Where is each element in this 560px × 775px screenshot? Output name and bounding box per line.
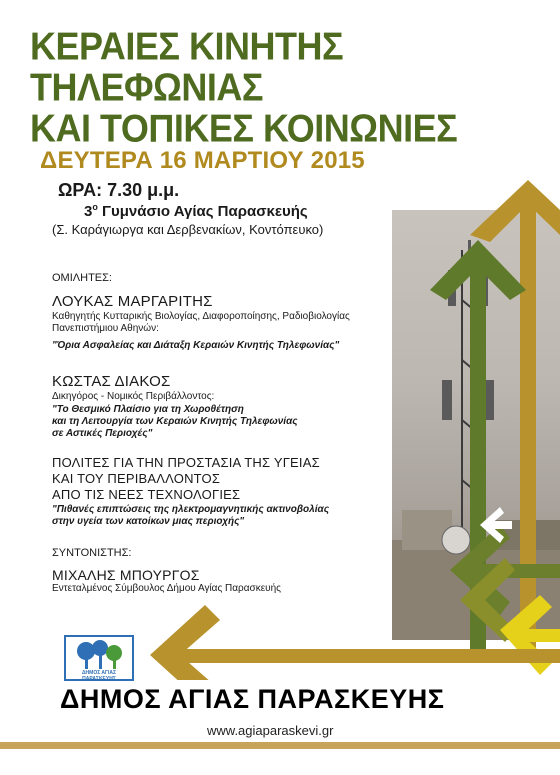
municipality-name: ΔΗΜΟΣ ΑΓΙΑΣ ΠΑΡΑΣΚΕΥΗΣ [60,684,445,714]
event-venue [84,202,308,220]
speaker-desc: Δικηγόρος - Νομικός Περιβάλλοντος: [52,391,215,402]
website-link[interactable]: www.agiaparaskevi.gr [207,723,334,738]
speaker-desc: Καθηγητής Κυτταρικής Βιολογίας, Διαφοροποίησης, Ραδιοβιολογίας [52,311,350,322]
speaker-name: ΑΠΟ ΤΙΣ ΝΕΕΣ ΤΕΧΝΟΛΟΓΙΕΣ [52,487,241,502]
coordinator-label: ΣΥΝΤΟΝΙΣΤΗΣ: [52,547,132,559]
event-time: ΩΡΑ: 7.30 μ.μ. [58,180,180,200]
speaker-talk: "Πιθανές επιπτώσεις της ηλεκτρομαγνητικής ακτινοβολίας [52,504,330,515]
speaker-1 [52,293,382,352]
coordinator-name: ΜΙΧΑΛΗΣ ΜΠΟΥΡΓΟΣ [52,567,200,583]
speaker-name: ΚΑΙ ΤΟΥ ΠΕΡΙΒΑΛΛΟΝΤΟΣ [52,471,221,486]
venue-name: Γυμνάσιο Αγίας Παρασκευής [97,203,308,220]
event-date: ΔΕΥΤΕΡΑ 16 ΜΑΡΤΙΟΥ 2015 [40,147,365,174]
speaker-2 [52,373,382,440]
speaker-desc: Πανεπιστήμιου Αθηνών: [52,323,159,334]
speaker-3 [52,455,382,528]
coordinator [52,567,372,595]
coordinator-desc: Εντεταλμένος Σύμβουλος Δήμου Αγίας Παρασκευής [52,583,281,594]
event-address: (Σ. Καράγιωργα και Δερβενακίων, Κοντόπευκο) [52,222,324,237]
title-line-2: ΚΑΙ ΤΟΠΙΚΕΣ ΚΟΙΝΩΝΙΕΣ [30,105,458,151]
municipality-logo-icon [64,635,134,681]
speaker-name: ΛΟΥΚΑΣ ΜΑΡΓΑΡΙΤΗΣ [52,293,213,310]
venue-ordinal: ο [92,202,98,212]
speaker-talk: και τη Λειτουργία των Κεραιών Κινητής Τηλεφωνίας [52,416,298,427]
title-line-1: ΚΕΡΑΙΕΣ ΚΙΝΗΤΗΣ ΤΗΛΕΦΩΝΙΑΣ [30,23,344,110]
speaker-talk: στην υγεία των κατοίκων μιας περιοχής" [52,516,245,527]
speaker-name: ΚΩΣΤΑΣ ΔΙΑΚΟΣ [52,373,171,390]
venue-number: 3 [84,203,93,220]
speaker-name: ΠΟΛΙΤΕΣ ΓΙΑ ΤΗΝ ΠΡΟΣΤΑΣΙΑ ΤΗΣ ΥΓΕΙΑΣ [52,455,320,470]
page-title [30,23,550,151]
logo-caption: ΔΗΜΟΣ ΑΓΙΑΣ ΠΑΡΑΣΚΕΥΗΣ [81,670,117,682]
footer-spacer [0,749,560,775]
speaker-talk: "Το Θεσμικό Πλαίσιο για τη Χωροθέτηση [52,404,244,415]
footer-bar [0,742,560,749]
speaker-talk: σε Αστικές Περιοχές" [52,428,153,439]
speaker-talk: "Όρια Ασφαλείας και Διάταξη Κεραιών Κινητής Τηλεφωνίας" [52,340,340,351]
speakers-label: ΟΜΙΛΗΤΕΣ: [52,272,112,284]
